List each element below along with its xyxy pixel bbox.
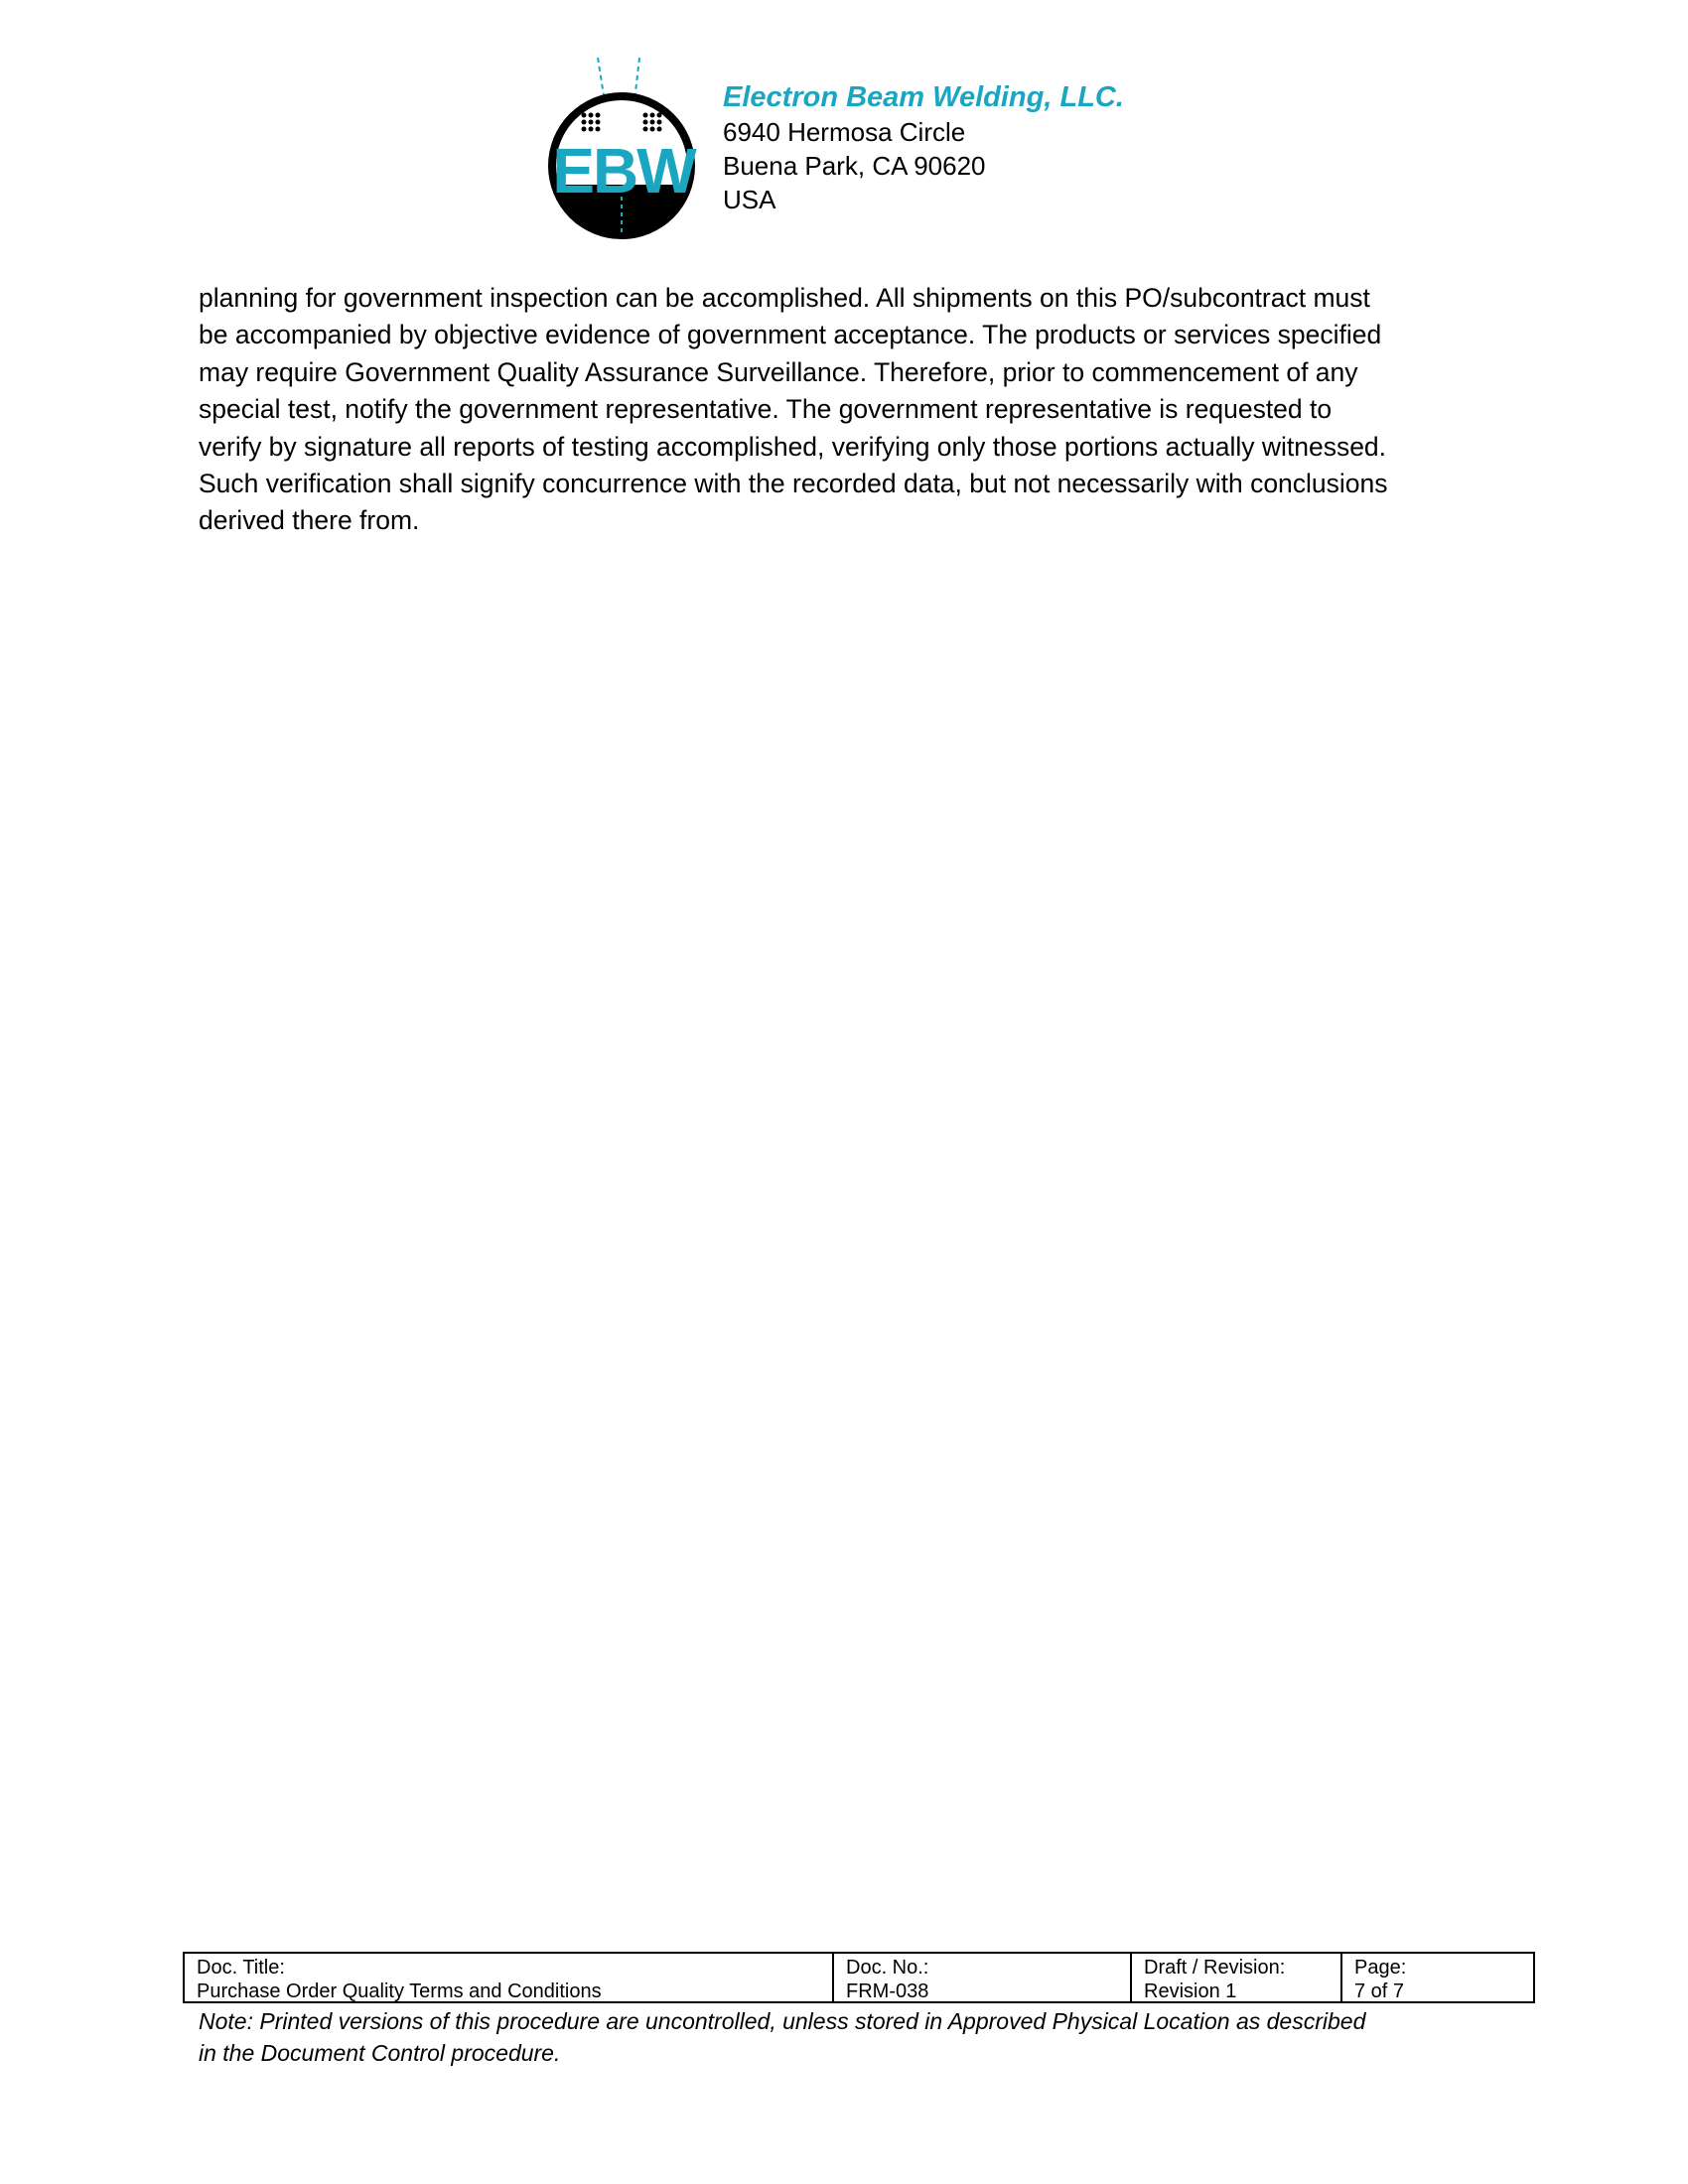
doc-title-cell: [185, 1954, 834, 2001]
doc-number-value: FRM-038: [846, 1980, 929, 2001]
body-line: may require Government Quality Assurance Surveillance. Therefore, prior to commencement of any: [199, 356, 1358, 387]
page-value: 7 of 7: [1354, 1980, 1405, 2001]
body-line: Such verification shall signify concurrence with the recorded data, but not necessarily with conclusions: [199, 469, 1388, 499]
address-line-2: Buena Park, CA 90620: [723, 151, 986, 181]
body-line: special test, notify the government representative. The government representative is requested to: [199, 394, 1333, 425]
ebw-logo: [538, 58, 717, 246]
body-line: be accompanied by objective evidence of government acceptance. The products or services specified: [199, 320, 1382, 350]
revision-label: Draft / Revision:: [1144, 1957, 1286, 1979]
doc-number-cell: [834, 1954, 1132, 2001]
footer-note: [199, 2005, 1549, 2069]
footer-note-line: in the Document Control procedure.: [199, 2040, 561, 2066]
address-line-3: USA: [723, 185, 776, 214]
revision-cell: [1132, 1954, 1342, 2001]
doc-title-label: Doc. Title:: [197, 1957, 285, 1979]
page-cell: [1342, 1954, 1533, 2001]
doc-title-value: Purchase Order Quality Terms and Conditions: [197, 1980, 602, 2001]
footer-note-line: Note: Printed versions of this procedure are uncontrolled, unless stored in Approved Physical Location as described: [199, 2008, 1366, 2034]
company-name: Electron Beam Welding, LLC.: [723, 81, 1124, 113]
body-line: planning for government inspection can be accomplished. All shipments on this PO/subcontract must: [199, 283, 1370, 313]
footer-table: [183, 1952, 1535, 2003]
logo-lettering: EBW: [552, 135, 695, 206]
doc-number-label: Doc. No.:: [846, 1957, 929, 1979]
revision-value: Revision 1: [1144, 1980, 1237, 2001]
page-label: Page:: [1354, 1957, 1407, 1979]
address-line-1: 6940 Hermosa Circle: [723, 117, 966, 147]
body-line: verify by signature all reports of testing accomplished, verifying only those portions actually witnessed.: [199, 431, 1387, 462]
body-paragraph: [199, 280, 1489, 540]
company-header: [723, 79, 1279, 216]
body-line: derived there from.: [199, 505, 420, 536]
